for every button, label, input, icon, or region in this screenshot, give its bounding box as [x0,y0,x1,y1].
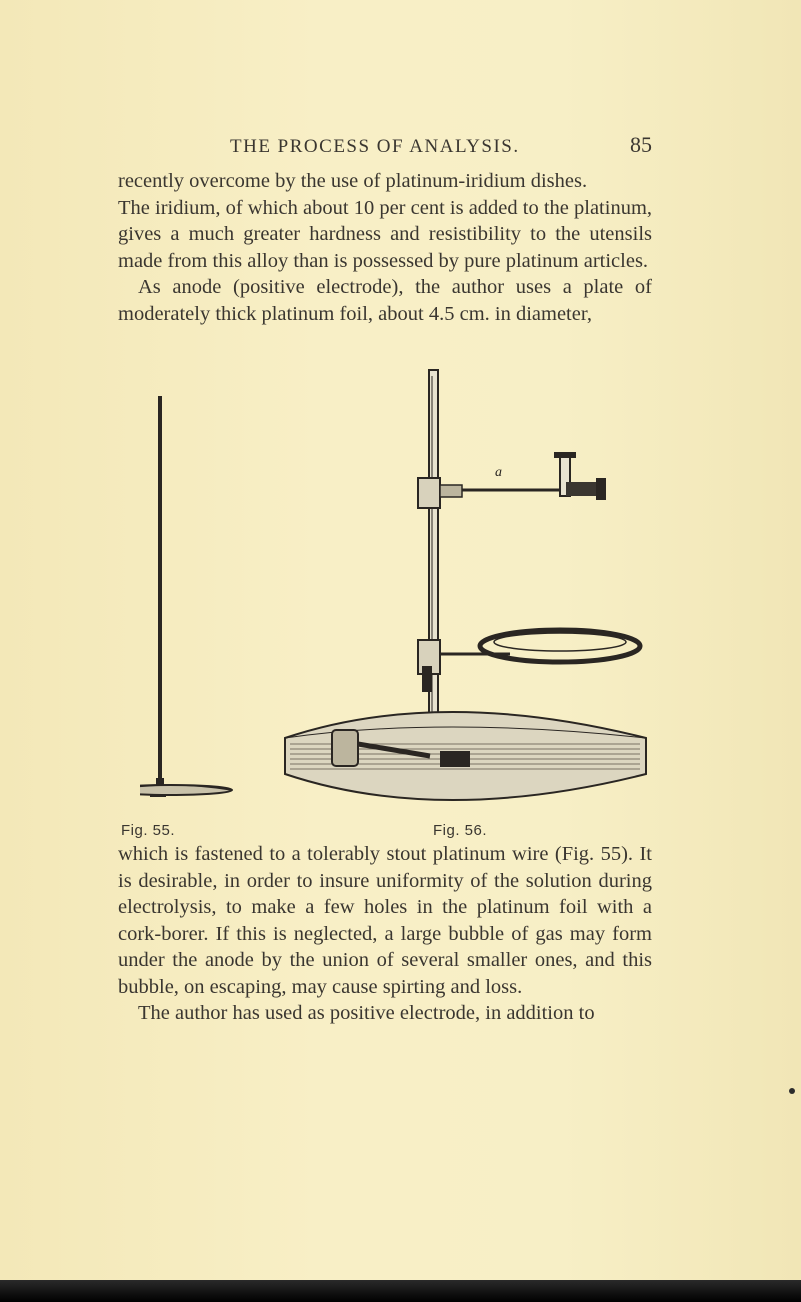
paragraph-positive-electrode: The author has used as positive electrode, in addition to [138,1002,595,1024]
fig56-label-a: a [495,465,502,480]
body-text-bottom [118,841,652,1027]
running-title: THE PROCESS OF ANALYSIS. [230,136,520,157]
fig56-caption: Fig. 56. [433,822,488,839]
page-number: 85 [630,132,652,157]
scan-edge-bar [0,1280,801,1302]
paragraph-wire: which is fastened to a tolerably stout platinum wire (Fig. 55). It is desirable, in order to insure uniformity of the solution during electrolysis, to make a few holes in the platinum foil with a cork-borer. If this is neglected, a large bubble of gas may form under the anode by the union of several smaller ones, and this bubble, on escaping, may cause spirting and loss. [118,843,652,998]
fig55-anode-illustration [140,396,232,797]
paragraph-continuation: recently overcome by the use of platinum-iridium dishes. [118,170,588,192]
margin-mark [789,1088,795,1094]
fig56-stand-illustration [285,370,646,800]
fig55-caption: Fig. 55. [121,822,176,839]
body-text-top [118,168,652,327]
figure-illustrations [140,366,660,816]
paragraph-anode: As anode (positive electrode), the author uses a plate of moderately thick platinum foil, about 4.5 cm. in diameter, [118,276,652,325]
paragraph-iridium: The iridium, of which about 10 per cent is added to the platinum, gives a much greater hardness and resistibility to the utensils made from this alloy than is possessed by pure platinum articles. [118,196,653,272]
